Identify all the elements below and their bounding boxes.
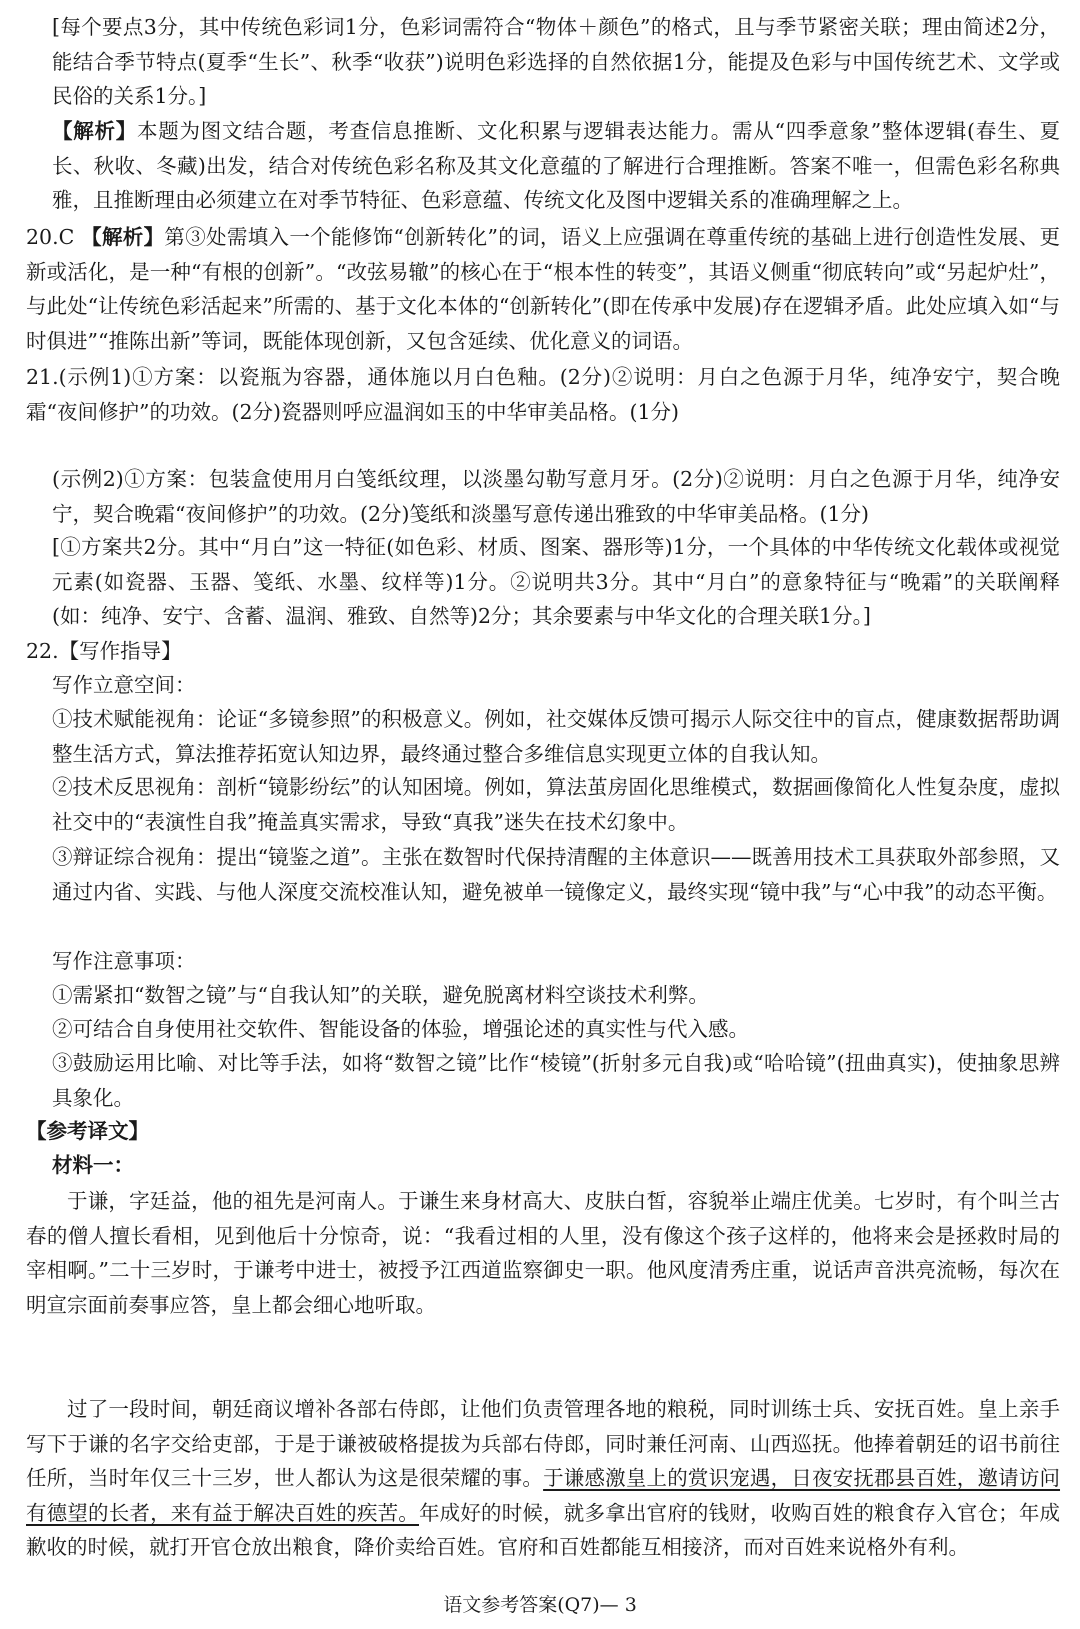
- q21-example-1: 21.(示例1)①方案：以瓷瓶为容器，通体施以月白色釉。(2分)②说明：月白之色源于月华，纯净安宁，契合晚霜“夜间修护”的功效。(2分)瓷器则呼应温润如玉的中华审美品格。(1分): [26, 365, 1060, 424]
- analysis-label: 【解析】: [52, 119, 138, 143]
- q22-point-3: ③辩证综合视角：提出“镜鉴之道”。主张在数智时代保持清醒的主体意识——既善用技术工具获取外部参照，又通过内省、实践、与他人深度交流校准认知，避免被单一镜像定义，最终实现“镜中我”与“心中我”的动态平衡。: [52, 845, 1060, 904]
- translation-paragraph-1: 于谦，字廷益，他的祖先是河南人。于谦生来身材高大、皮肤白皙，容貌举止端庄优美。七岁时，有个叫兰古春的僧人擅长看相，见到他后十分惊奇，说：“我看过相的人里，没有像这个孩子这样的，他将来会是拯救时局的宰相啊。”二十三岁时，于谦考中进士，被授予江西道监察御史一职。他风度清秀庄重，说话声音洪亮流畅，每次在明宣宗面前奏事应答，皇上都会细心地听取。: [26, 1189, 1060, 1317]
- q22-heading: 22.【写作指导】: [26, 639, 182, 663]
- q22-point-1: ①技术赋能视角：论证“多镜参照”的积极意义。例如，社交媒体反馈可揭示人际交往中的盲点，健康数据帮助调整生活方式，算法推荐拓宽认知边界，最终通过整合多维信息实现更立体的自我认知。: [52, 707, 1060, 766]
- analysis-label: 【解析】: [81, 225, 165, 249]
- q22-note-2: ②可结合自身使用社交软件、智能设备的体验，增强论述的真实性与代入感。: [52, 1017, 749, 1041]
- page-footer: 语文参考答案(Q7)— 3: [443, 1594, 637, 1616]
- q20-number: 20.C: [26, 225, 75, 249]
- q21-example-2: (示例2)①方案：包装盒使用月白笺纸纹理，以淡墨勾勒写意月牙。(2分)②说明：月白之色源于月华，纯净安宁，契合晚霜“夜间修护”的功效。(2分)笺纸和淡墨写意传递出雅致的中华审美品格。(1分): [52, 467, 1060, 526]
- underlined-sentence: 于谦感激皇上的赏识宠遇，日夜安抚郡县百姓，邀请访问有德望的长者，来有益于解决百姓的疾苦。: [26, 1466, 1061, 1525]
- q21-scoring-note: [①方案共2分。其中“月白”这一特征(如色彩、材质、图案、器形等)1分，一个具体的中华传统文化载体或视觉元素(如瓷器、玉器、笺纸、水墨、纹样等)1分。②说明共3分。其中“月白”的意象特征与“晚霜”的关联阐释(如：纯净、安宁、含蓄、温润、雅致、自然等)2分；其余要素与中华文化的合理关联1分。]: [52, 535, 1060, 628]
- q22-point-2: ②技术反思视角：剖析“镜影纷纭”的认知困境。例如，算法茧房固化思维模式，数据画像简化人性复杂度，虚拟社交中的“表演性自我”掩盖真实需求，导致“真我”迷失在技术幻象中。: [52, 775, 1060, 834]
- translation-paragraph-2: 过了一段时间，朝廷商议增补各部右侍郎，让他们负责管理各地的粮税，同时训练士兵、安抚百姓。皇上亲手写下于谦的名字交给吏部，于是于谦被破格提拔为兵部右侍郎，同时兼任河南、山西巡抚。他捧着朝廷的诏书前往任所，当时年仅三十三岁，世人都认为这是很荣耀的事。于谦感激皇上的赏识宠遇，日夜安抚郡县百姓，邀请访问有德望的长者，来有益于解决百姓的疾苦。年成好的时候，就多拿出官府的钱财，收购百姓的粮食存入官仓；年成歉收的时候，就打开官仓放出粮食，降价卖给百姓。官府和百姓都能互相接济，而对百姓来说格外有利。: [26, 1397, 1061, 1559]
- reference-translation-heading: 【参考译文】: [26, 1119, 149, 1143]
- material-one-label: 材料一：: [52, 1153, 134, 1177]
- q22-note-3: ③鼓励运用比喻、对比等手法，如将“数智之镜”比作“棱镜”(折射多元自我)或“哈哈镜”(扭曲真实)，使抽象思辨具象化。: [52, 1051, 1060, 1110]
- q22-subheading-2: 写作注意事项：: [52, 949, 196, 973]
- q22-subheading-1: 写作立意空间：: [52, 673, 196, 697]
- q20-answer: 20.C 【解析】第③处需填入一个能修饰“创新转化”的词，语义上应强调在尊重传统的基础上进行创造性发展、更新或活化，是一种“有根的创新”。“改弦易辙”的核心在于“根本性的转变”，其语义侧重“彻底转向”或“另起炉灶”，与此处“让传统色彩活起来”所需的、基于文化本体的“创新转化”(即在传承中发展)存在逻辑矛盾。此处应填入如“与时俱进”“推陈出新”等词，既能体现创新，又包含延续、优化意义的词语。: [26, 225, 1060, 353]
- q22-note-1: ①需紧扣“数智之镜”与“自我认知”的关联，避免脱离材料空谈技术利弊。: [52, 983, 709, 1007]
- q19-scoring-note: [每个要点3分，其中传统色彩词1分，色彩词需符合“物体＋颜色”的格式，且与季节紧密关联；理由简述2分，能结合季节特点(夏季“生长”、秋季“收获”)说明色彩选择的自然依据1分，能提及色彩与中国传统艺术、文学或民俗的关系1分。]: [52, 15, 1060, 108]
- q19-analysis: 【解析】本题为图文结合题，考查信息推断、文化积累与逻辑表达能力。需从“四季意象”整体逻辑(春生、夏长、秋收、冬藏)出发，结合对传统色彩名称及其文化意蕴的了解进行合理推断。答案不唯一，但需色彩名称典雅，且推断理由必须建立在对季节特征、色彩意蕴、传统文化及图中逻辑关系的准确理解之上。: [52, 119, 1060, 212]
